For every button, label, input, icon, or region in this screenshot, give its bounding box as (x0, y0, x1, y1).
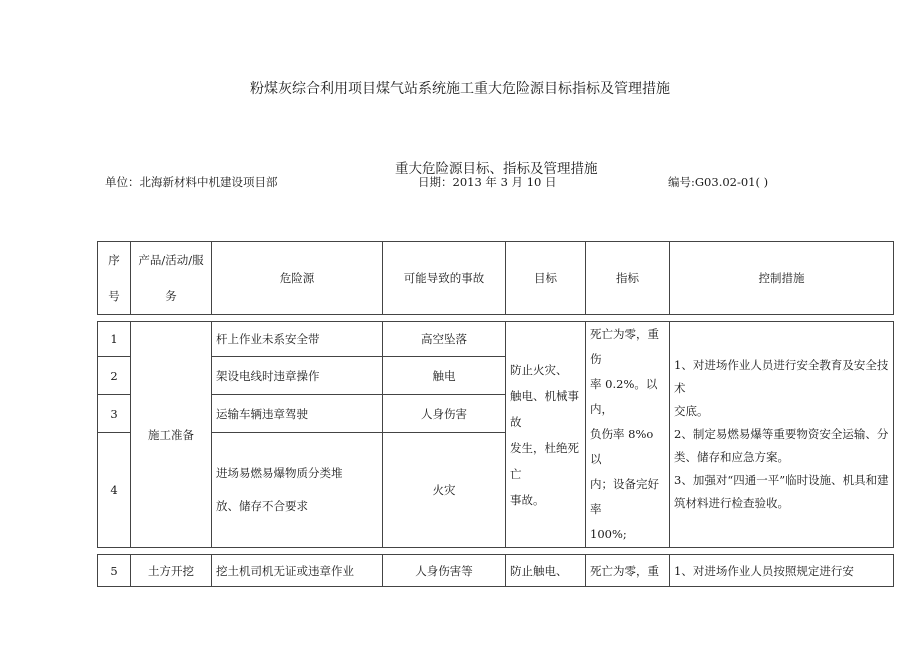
activity-cell: 土方开挖 (131, 555, 212, 587)
header-indicator: 指标 (586, 242, 670, 315)
measure-line: 3、加强对“四通一平”临时设施、机具和建 (674, 473, 889, 487)
target-line: 发生，杜绝死亡 (510, 440, 579, 481)
header-row (98, 242, 894, 315)
measure-line: 2、制定易燃易爆等重要物资安全运输、分 (674, 427, 889, 441)
row-seq: 3 (98, 395, 131, 432)
header-seq-line1: 序 (108, 253, 120, 267)
indicator-line: 负伤率 8%o 以 (590, 427, 654, 466)
target-line: 触电、机械事故 (510, 388, 579, 429)
table-subtitle: 重大危险源目标、指标及管理措施 (395, 161, 598, 177)
date-label: 日期：2013 年 3 月 10 日 (418, 175, 557, 189)
header-seq (98, 242, 131, 315)
unit-label: 单位：北海新材料中机建设项目部 (105, 175, 278, 189)
indicator-line: 率 0.2%。以内， (590, 377, 658, 416)
hazard-cell: 运输车辆违章驾驶 (212, 395, 383, 432)
header-activity-line2: 务 (165, 289, 177, 303)
row-seq: 1 (98, 322, 131, 357)
target-cell (506, 322, 586, 548)
table-row (98, 322, 894, 357)
measure-line: 1、对进场作业人员进行安全教育及安全技术 (674, 358, 889, 395)
measures-cell: 1、对进场作业人员按照规定进行安 (670, 555, 894, 587)
table-row (98, 555, 894, 587)
hazard-cell (212, 432, 383, 547)
header-measures: 控制措施 (670, 242, 894, 315)
indicator-line: 100%; (590, 527, 627, 541)
target-line: 事故。 (510, 492, 545, 507)
separator-row (98, 315, 894, 322)
measure-line: 筑材料进行检查验收。 (674, 496, 789, 510)
document-title: 粉煤灰综合利用项目煤气站系统施工重大危险源目标指标及管理措施 (250, 81, 670, 97)
header-accident: 可能导致的事故 (383, 242, 506, 315)
accident-cell: 触电 (383, 357, 506, 395)
header-hazard: 危险源 (212, 242, 383, 315)
hazard-cell: 挖土机司机无证或违章作业 (212, 555, 383, 587)
accident-cell: 火灾 (383, 432, 506, 547)
measure-line: 交底。 (674, 404, 709, 418)
hazard-table (97, 241, 894, 587)
code-label: 编号:G03.02-01( ) (668, 175, 769, 189)
separator-row (98, 548, 894, 555)
header-activity-line1: 产品/活动/服 (138, 253, 204, 267)
header-target: 目标 (506, 242, 586, 315)
indicator-line: 内；设备完好率 (590, 477, 659, 516)
measure-line: 类、储存和应急方案。 (674, 450, 789, 464)
activity-cell: 施工准备 (131, 322, 212, 548)
hazard-cell: 杆上作业未系安全带 (212, 322, 383, 357)
indicator-line: 死亡为零，重伤 (590, 327, 659, 366)
hazard-line: 放、储存不合要求 (216, 498, 308, 513)
accident-cell: 人身伤害 (383, 395, 506, 432)
target-cell: 防止触电、 (506, 555, 586, 587)
indicator-cell: 死亡为零，重 (586, 555, 670, 587)
accident-cell: 人身伤害等 (383, 555, 506, 587)
hazard-line: 进场易燃易爆物质分类堆 (216, 465, 343, 480)
row-seq: 2 (98, 357, 131, 395)
indicator-cell (586, 322, 670, 548)
target-line: 防止火灾、 (510, 362, 568, 377)
row-seq: 5 (98, 555, 131, 587)
measures-cell (670, 322, 894, 548)
accident-cell: 高空坠落 (383, 322, 506, 357)
header-seq-line2: 号 (108, 289, 120, 303)
hazard-cell: 架设电线时违章操作 (212, 357, 383, 395)
header-activity (131, 242, 212, 315)
row-seq: 4 (98, 432, 131, 547)
